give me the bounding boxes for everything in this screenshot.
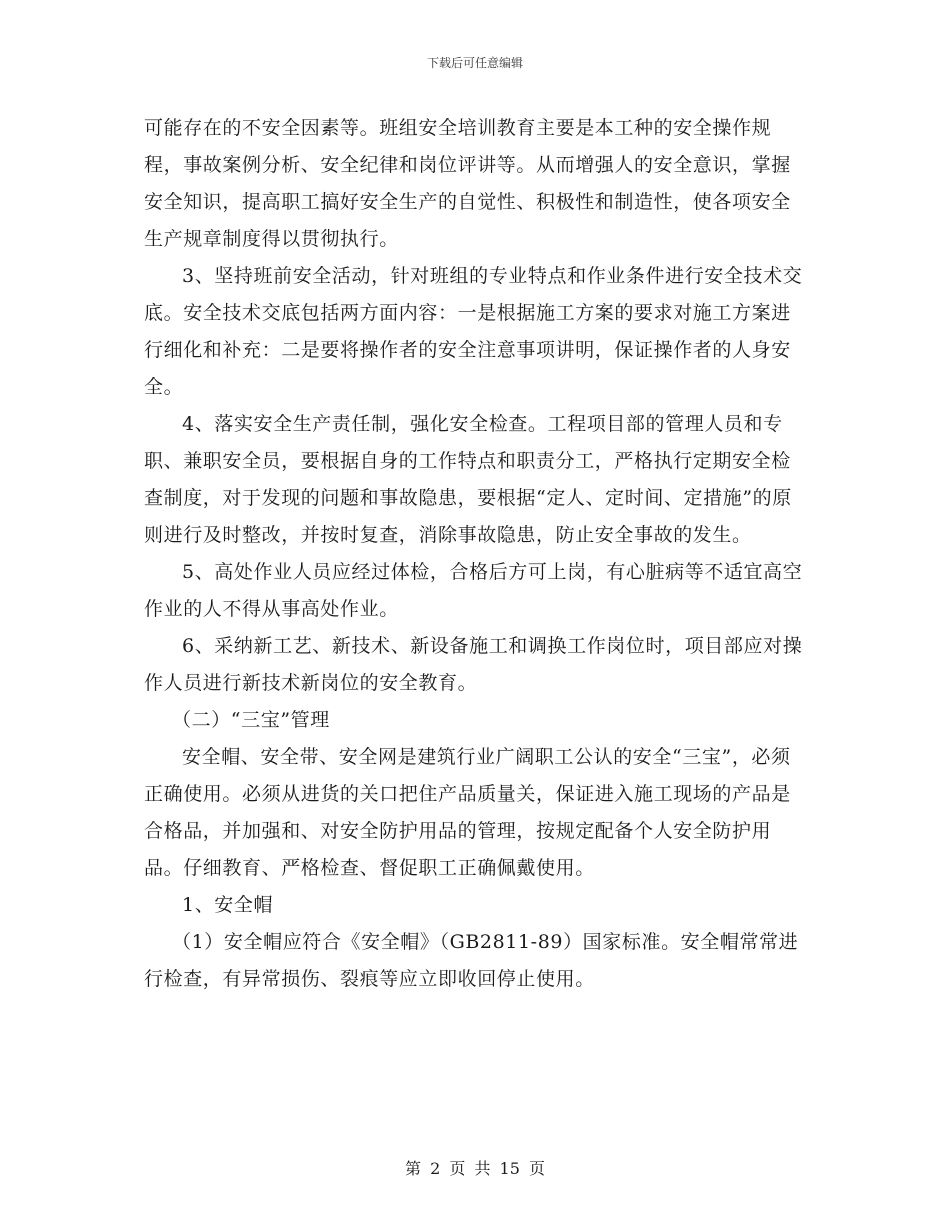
paragraph-helmet-standard: （1）安全帽应符合《安全帽》（GB2811-89）国家标准。安全帽常常进行检查，有异常损伤、裂痕等应立即收回停止使用。: [144, 931, 799, 990]
paragraph-item-4: 4、落实安全生产责任制，强化安全检查。工程项目部的管理人员和专职、兼职安全员，要根据自身的工作特点和职责分工，严格执行定期安全检查制度，对于发现的问题和事故隐患，要根据“定人、定时间、定措施”的原则进行及时整改，并按时复查，消除事故隐患，防止安全事故的发生。: [144, 413, 792, 546]
page-footer: 第 2 页 共 15 页: [405, 1159, 545, 1178]
paragraph-item-5: 5、高处作业人员应经过体检，合格后方可上岗，有心脏病等不适宜高空作业的人不得从事高处作业。: [144, 561, 803, 620]
document-body: [144, 110, 808, 998]
section-heading-three-treasures: （二）“三宝”管理: [172, 709, 330, 731]
paragraph-three-treasures: 安全帽、安全带、安全网是建筑行业广阔职工公认的安全“三宝”，必须正确使用。必须从进货的关口把住产品质量关，保证进入施工现场的产品是合格品，并加强和、对安全防护用品的管理，按规定配备个人安全防护用品。仔细教育、严格检查、督促职工正确佩戴使用。: [144, 746, 791, 879]
sub-heading-safety-helmet: 1、安全帽: [182, 894, 274, 916]
paragraph-continuation: 可能存在的不安全因素等。班组安全培训教育主要是本工种的安全操作规程，事故案例分析、安全纪律和岗位评讲等。从而增强人的安全意识，掌握安全知识，提高职工搞好安全生产的自觉性、积极性和制造性，使各项安全生产规章制度得以贯彻执行。: [144, 117, 791, 250]
paragraph-item-6: 6、采纳新工艺、新技术、新设备施工和调换工作岗位时，项目部应对操作人员进行新技术新岗位的安全教育。: [144, 635, 803, 694]
page-header: 下载后可任意编辑: [426, 56, 523, 70]
paragraph-item-3: 3、坚持班前安全活动，针对班组的专业特点和作业条件进行安全技术交底。安全技术交底包括两方面内容：一是根据施工方案的要求对施工方案进行细化和补充：二是要将操作者的安全注意事项讲明，保证操作者的人身安全。: [144, 265, 803, 398]
